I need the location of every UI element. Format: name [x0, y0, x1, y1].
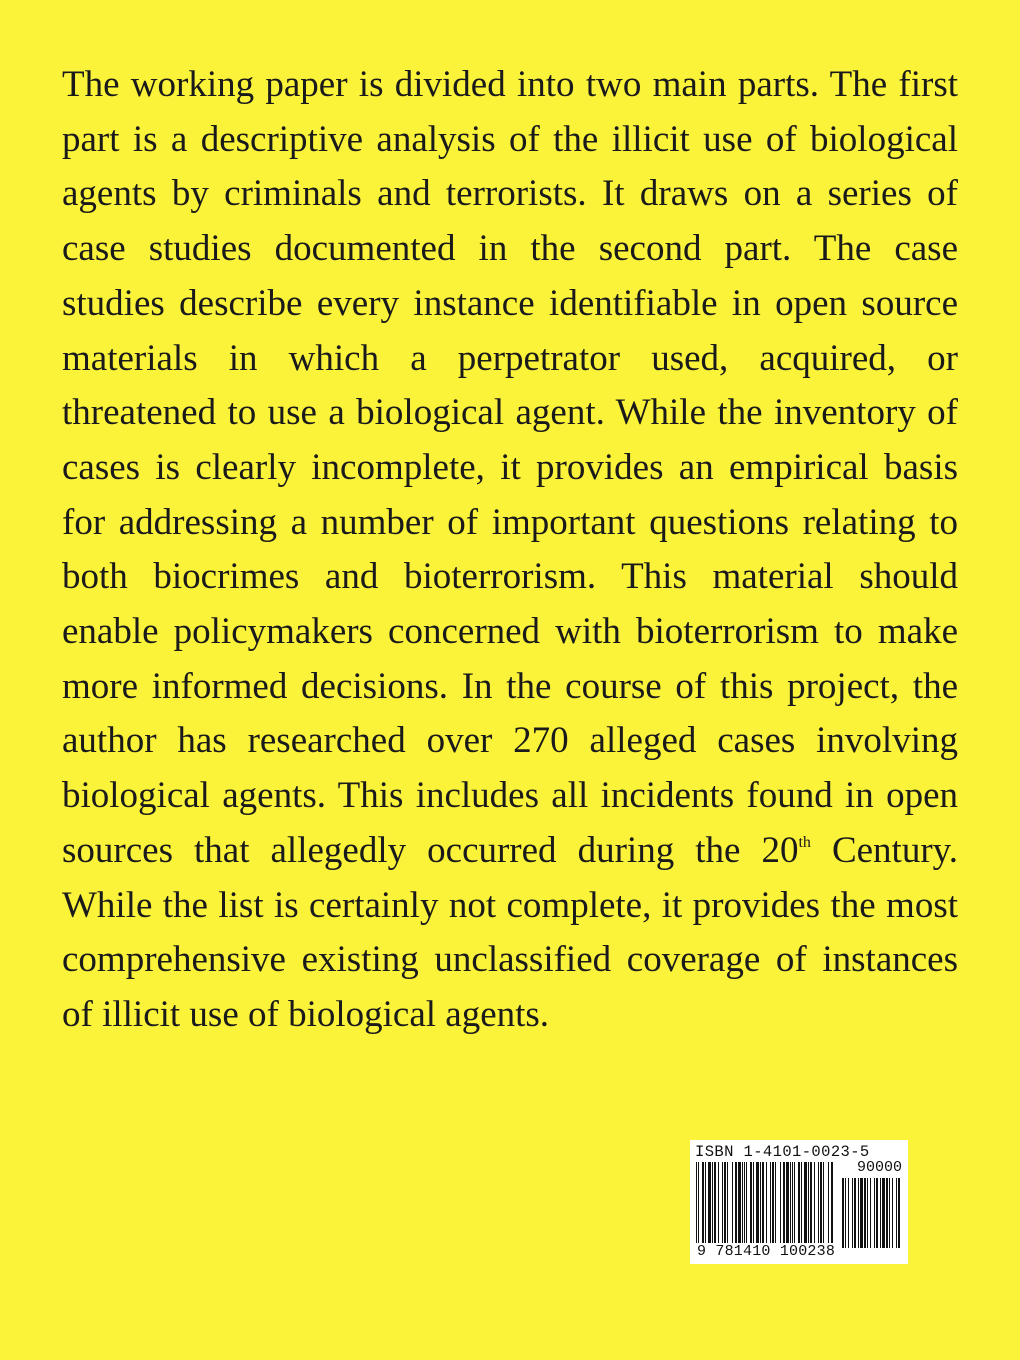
barcode-bar: [722, 1162, 723, 1252]
ean-barcode: [696, 1162, 836, 1252]
barcode-bar: [889, 1178, 890, 1248]
barcode-bar: [848, 1178, 849, 1248]
barcode-bar: [770, 1162, 771, 1252]
barcode-bar: [882, 1178, 885, 1248]
barcode-bar: [874, 1178, 875, 1248]
barcode-bar: [746, 1162, 747, 1252]
barcode-bar: [808, 1162, 809, 1252]
barcode-bar: [820, 1162, 822, 1252]
ean-number: 9 781410 100238: [697, 1243, 836, 1260]
barcode-bar: [724, 1162, 726, 1252]
barcode-bar: [870, 1178, 871, 1248]
barcode-bar: [886, 1178, 888, 1248]
barcode-bar: [892, 1178, 893, 1248]
barcode-bar: [750, 1162, 752, 1252]
barcode-bar: [858, 1178, 859, 1248]
price-code: 90000: [856, 1159, 902, 1176]
isbn-label: ISBN 1-4101-0023-5: [695, 1143, 870, 1161]
barcode-bar: [783, 1162, 785, 1252]
barcode-bar: [854, 1178, 856, 1248]
barcode-bar: [801, 1162, 802, 1252]
isbn-barcode-block: [690, 1140, 908, 1264]
barcode-bar: [798, 1162, 800, 1252]
barcode-bar: [727, 1162, 728, 1252]
ordinal-suffix: th: [798, 833, 811, 851]
barcode-bar: [714, 1162, 716, 1252]
barcode-bar: [742, 1162, 743, 1252]
barcode-bar: [818, 1162, 819, 1252]
barcode-bar: [762, 1162, 764, 1252]
barcode-bar: [732, 1162, 733, 1252]
barcode-bar: [852, 1178, 853, 1248]
barcode-bar: [792, 1162, 793, 1252]
barcode-bar: [766, 1162, 767, 1252]
barcode-bar: [867, 1178, 868, 1248]
description-paragraph: [62, 58, 958, 1043]
barcode-bar: [814, 1162, 815, 1252]
barcode-bar: [860, 1178, 863, 1248]
barcode-bar: [794, 1162, 795, 1252]
barcode-bar: [718, 1162, 719, 1252]
barcode-bar: [876, 1178, 878, 1248]
price-barcode: [842, 1178, 902, 1248]
barcode-bar: [696, 1162, 697, 1252]
barcode-bar: [896, 1178, 897, 1248]
barcode-bar: [790, 1162, 791, 1252]
barcode-bar: [842, 1178, 844, 1248]
description-text-continued: Century. While the list is certainly not complete, it provides the most comprehensive existing unclassified coverage of instances of illicit use of biological agents.: [62, 829, 958, 1035]
barcode-bar: [772, 1162, 774, 1252]
barcode-bar: [702, 1162, 704, 1252]
barcode-bar: [823, 1162, 824, 1252]
barcode-bar: [831, 1162, 833, 1252]
barcode-bar: [864, 1178, 866, 1248]
barcode-bar: [738, 1162, 741, 1252]
barcode-bar: [780, 1162, 781, 1252]
barcode-bar: [735, 1162, 737, 1252]
barcode-bar: [756, 1162, 759, 1252]
barcode-bar: [775, 1162, 776, 1252]
barcode-bar: [708, 1162, 711, 1252]
barcode-bar: [753, 1162, 754, 1252]
barcode-bar: [804, 1162, 807, 1252]
barcode-bar: [705, 1162, 706, 1252]
barcode-bar: [845, 1178, 846, 1248]
barcode-bar: [810, 1162, 812, 1252]
barcode-bar: [698, 1162, 699, 1252]
barcode-bar: [760, 1162, 761, 1252]
barcode-bar: [880, 1178, 881, 1248]
barcode-bar: [786, 1162, 789, 1252]
barcode-bar: [744, 1162, 745, 1252]
barcode-bar: [828, 1162, 829, 1252]
barcode-bar: [712, 1162, 713, 1252]
barcode-bar: [898, 1178, 900, 1248]
description-text: The working paper is divided into two main parts. The first part is a descriptive analysis of the illicit use of biological agents by criminals and terrorists. It draws on a series of case studies documented in the second part. The case studies describe every instance identifiable in open source materials in which a perpetrator used, acquired, or threatened to use a biological agent. While the inventory of cases is clearly incomplete, it provides an empirical basis for addressing a number of important questions relating to both biocrimes and bioterrorism. This material should enable policymakers concerned with bioterrorism to make more informed decisions. In the course of this project, the author has researched over 270 alleged cases involving biological agents. This includes all incidents found in open sources that allegedly occurred during the 20: [62, 64, 958, 871]
